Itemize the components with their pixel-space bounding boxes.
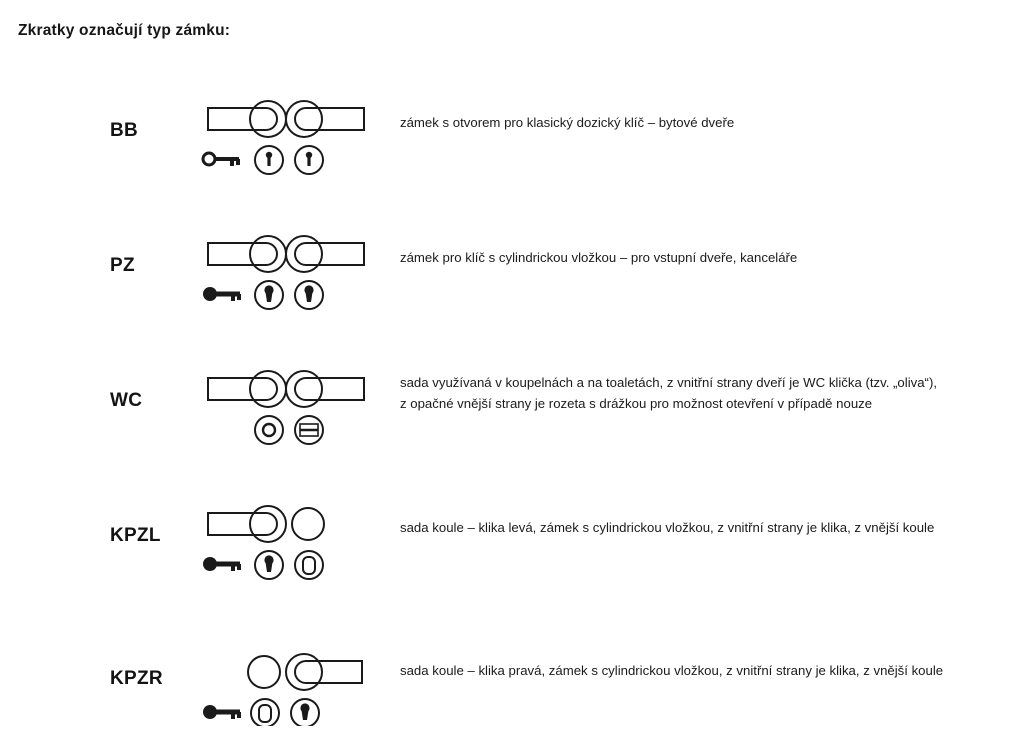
list-item	[0, 618, 1011, 753]
lock-description-wc	[400, 372, 1000, 414]
lock-description-kpzl	[400, 517, 1000, 538]
pz-lock-set-diagram	[196, 231, 396, 321]
list-item	[0, 78, 1011, 213]
kpzl-lock-set-diagram	[196, 501, 396, 591]
lock-code-kpzr: KPZR	[110, 668, 163, 689]
lock-code-bb: BB	[110, 120, 139, 141]
kpzr-lock-set-diagram	[196, 636, 396, 726]
desc-line-1: zámek pro klíč s cylindrickou vložkou – pro vstupní dveře, kanceláře	[400, 250, 798, 265]
lock-description-bb	[400, 112, 1000, 133]
desc-line-1: sada koule – klika levá, zámek s cylindrickou vložkou, z vnitřní strany je klika, z vnější koule	[400, 520, 935, 535]
lock-code-wc: WC	[110, 390, 143, 411]
list-item	[0, 213, 1011, 348]
list-item	[0, 483, 1011, 618]
list-item	[0, 348, 1011, 483]
desc-line-1: zámek s otvorem pro klasický dozický klíč – bytové dveře	[400, 115, 735, 130]
lock-type-list	[0, 78, 1011, 753]
lock-description-pz	[400, 247, 1000, 268]
lock-description-kpzr	[400, 660, 1000, 681]
page-title: Zkratky označují typ zámku:	[18, 22, 231, 39]
wc-lock-set-diagram	[196, 366, 396, 456]
desc-line-1: sada koule – klika pravá, zámek s cylindrickou vložkou, z vnitřní strany je klika, z vnější koule	[400, 663, 944, 678]
desc-line-2: z opačné vnější strany je rozeta s drážkou pro možnost otevření v případě nouze	[400, 396, 873, 411]
lock-code-pz: PZ	[110, 255, 135, 276]
bb-lock-set-diagram	[196, 96, 396, 186]
desc-line-1: sada využívaná v koupelnách a na toaletách, z vnitřní strany dveří je WC klička (tzv. „oliva“),	[400, 375, 938, 390]
lock-code-kpzl: KPZL	[110, 525, 161, 546]
